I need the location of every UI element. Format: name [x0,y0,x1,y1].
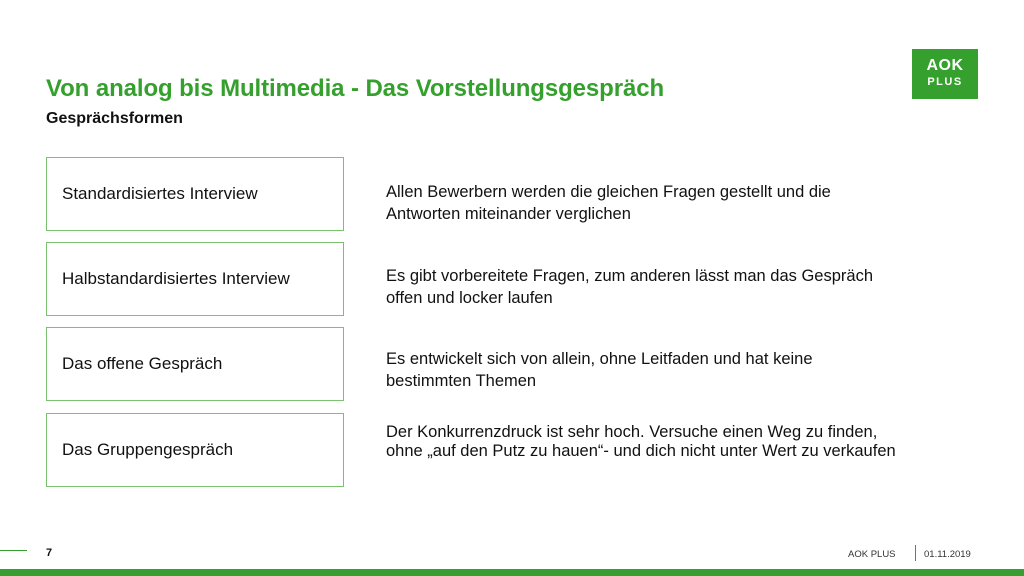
form-box-open [46,327,344,401]
footer-date: 01.11.2019 [924,549,971,560]
footer-accent-line [0,550,27,551]
page-number: 7 [46,547,53,559]
form-label: Das offene Gespräch [62,354,223,373]
form-label: Das Gruppengespräch [62,440,234,459]
bottom-accent-bar [0,569,1024,576]
form-description-semi-standardized: Es gibt vorbereitete Fragen, zum anderen lässt man das Gespräch offen und locker laufen [386,267,873,307]
form-box-group [46,413,344,487]
slide-subtitle: Gesprächsformen [46,110,183,127]
aok-plus-logo [912,49,978,99]
logo-text-plus: PLUS [927,76,963,88]
form-description-open: Es entwickelt sich von allein, ohne Leitfaden und hat keine bestimmten Themen [386,350,813,390]
footer-separator [915,545,916,561]
form-label: Halbstandardisiertes Interview [62,269,290,288]
footer-brand: AOK PLUS [848,549,896,560]
form-box-semi-standardized [46,242,344,316]
form-label: Standardisiertes Interview [62,184,258,203]
form-box-standardized [46,157,344,231]
form-description-group: Der Konkurrenzdruck ist sehr hoch. Versuche einen Weg zu finden, ohne „auf den Putz zu hauen“- und dich nicht unter Wert zu verkaufen [386,423,896,460]
slide-title: Von analog bis Multimedia - Das Vorstellungsgespräch [46,75,665,102]
logo-text-aok: AOK [926,57,964,74]
form-description-standardized: Allen Bewerbern werden die gleichen Fragen gestellt und die Antworten miteinander verglichen [386,183,831,223]
